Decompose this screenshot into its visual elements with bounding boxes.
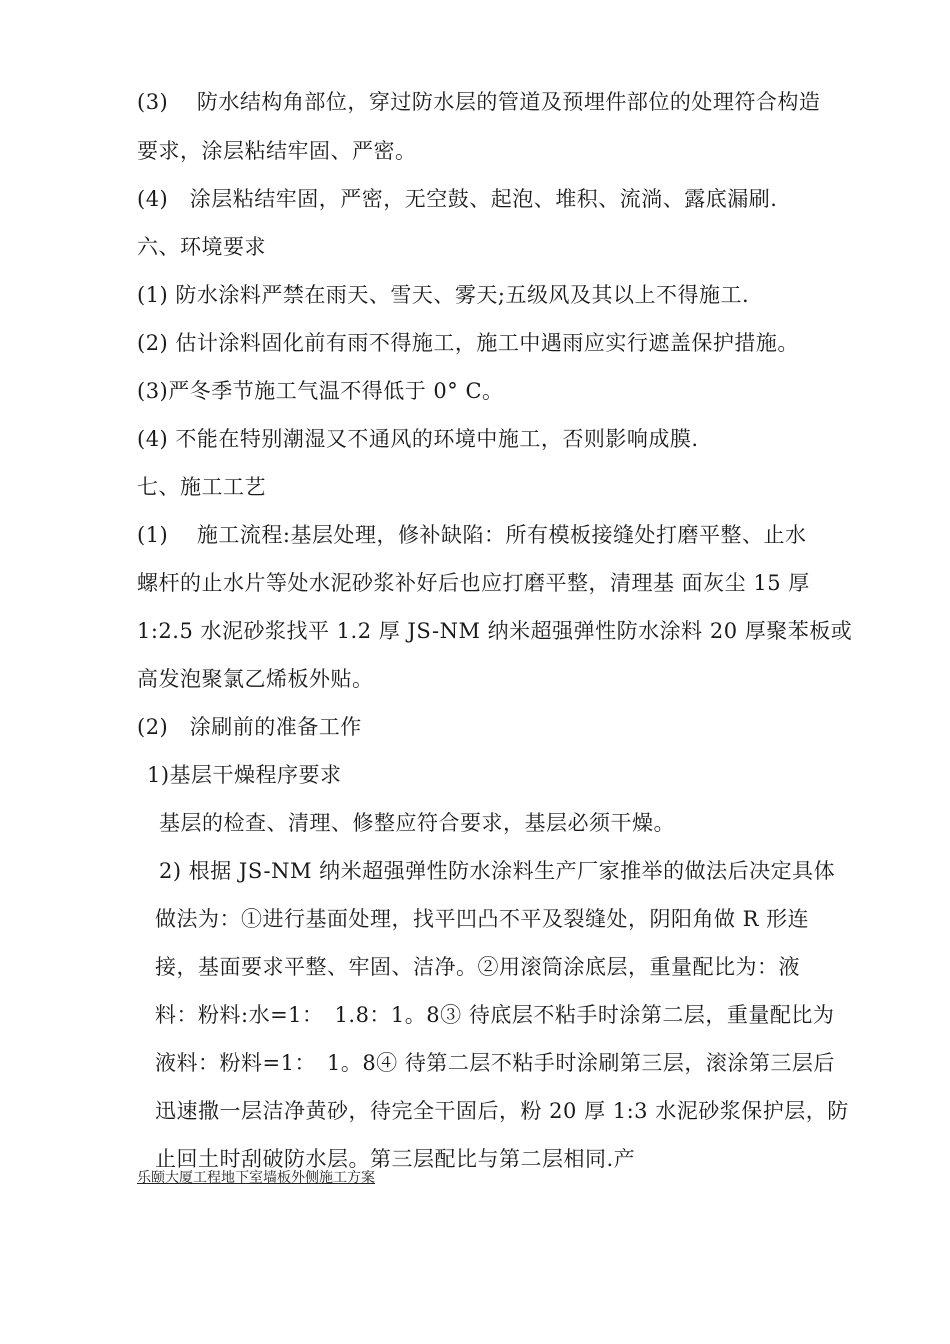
text-line-process-4: 高发泡聚氯乙烯板外贴。 [137,667,374,691]
text-line-prep-2-cont1: 做法为：①进行基面处理，找平凹凸不平及裂缝处，阴阳角做 R 形连 [155,907,810,931]
text-line-prep-2-cont5: 迅速撒一层洁净黄砂，待完全干固后，粉 20 厚 1:3 水泥砂浆保护层，防 [155,1099,849,1123]
text-line-prep-2-cont2: 接，基面要求平整、牢固、洁净。②用滚筒涂底层，重量配比为：液 [155,955,800,979]
text-line-env-3: (3)严冬季节施工气温不得低于 0° C。 [137,379,504,403]
text-line-env-4: (4) 不能在特别潮湿又不通风的环境中施工，否则影响成膜. [137,427,699,451]
section-heading-environment: 六、环境要求 [137,235,266,259]
text-line-prep-2: 2) 根据 JS-NM 纳米超强弹性防水涂料生产厂家推举的做法后决定具体 [159,859,836,883]
text-line-process-2: 螺杆的止水片等处水泥砂浆补好后也应打磨平整，清理基 面灰尘 15 厚 [137,571,810,595]
page-footer: 乐颐大厦工程地下室墙板外侧施工方案 [137,1170,375,1186]
text-line-item3-1: (3) 防水结构角部位，穿过防水层的管道及预埋件部位的处理符合构造 [137,90,821,114]
text-line-item3-2: 要求，涂层粘结牢固、严密。 [137,139,417,163]
text-line-prep-2-cont3: 料：粉料:水=1： 1.8：1。8③ 待底层不粘手时涂第二层，重量配比为 [155,1003,835,1027]
text-line-env-2: (2) 估计涂料固化前有雨不得施工，施工中遇雨应实行遮盖保护措施。 [137,331,799,355]
text-line-process-1: (1) 施工流程:基层处理，修补缺陷：所有模板接缝处打磨平整、止水 [137,523,807,547]
section-heading-process: 七、施工工艺 [137,475,266,499]
text-line-prep-2-cont6: 止回土时刮破防水层。第三层配比与第二层相同.产 [155,1147,636,1171]
text-line-prep-1: 1)基层干燥程序要求 [147,763,342,787]
text-line-prep-1-detail: 基层的检查、清理、修整应符合要求，基层必须干燥。 [159,811,675,835]
text-line-prep-heading: (2) 涂刷前的准备工作 [137,715,362,739]
text-line-process-3: 1:2.5 水泥砂浆找平 1.2 厚 JS-NM 纳米超强弹性防水涂料 20 厚聚苯板或 [137,619,853,643]
text-line-prep-2-cont4: 液料：粉料=1： 1。8④ 待第二层不粘手时涂刷第三层，滚涂第三层后 [155,1051,835,1075]
text-line-item4: (4) 涂层粘结牢固，严密，无空鼓、起泡、堆积、流淌、露底漏刷. [137,187,778,211]
text-line-env-1: (1) 防水涂料严禁在雨天、雪天、雾天;五级风及其以上不得施工. [137,283,750,307]
